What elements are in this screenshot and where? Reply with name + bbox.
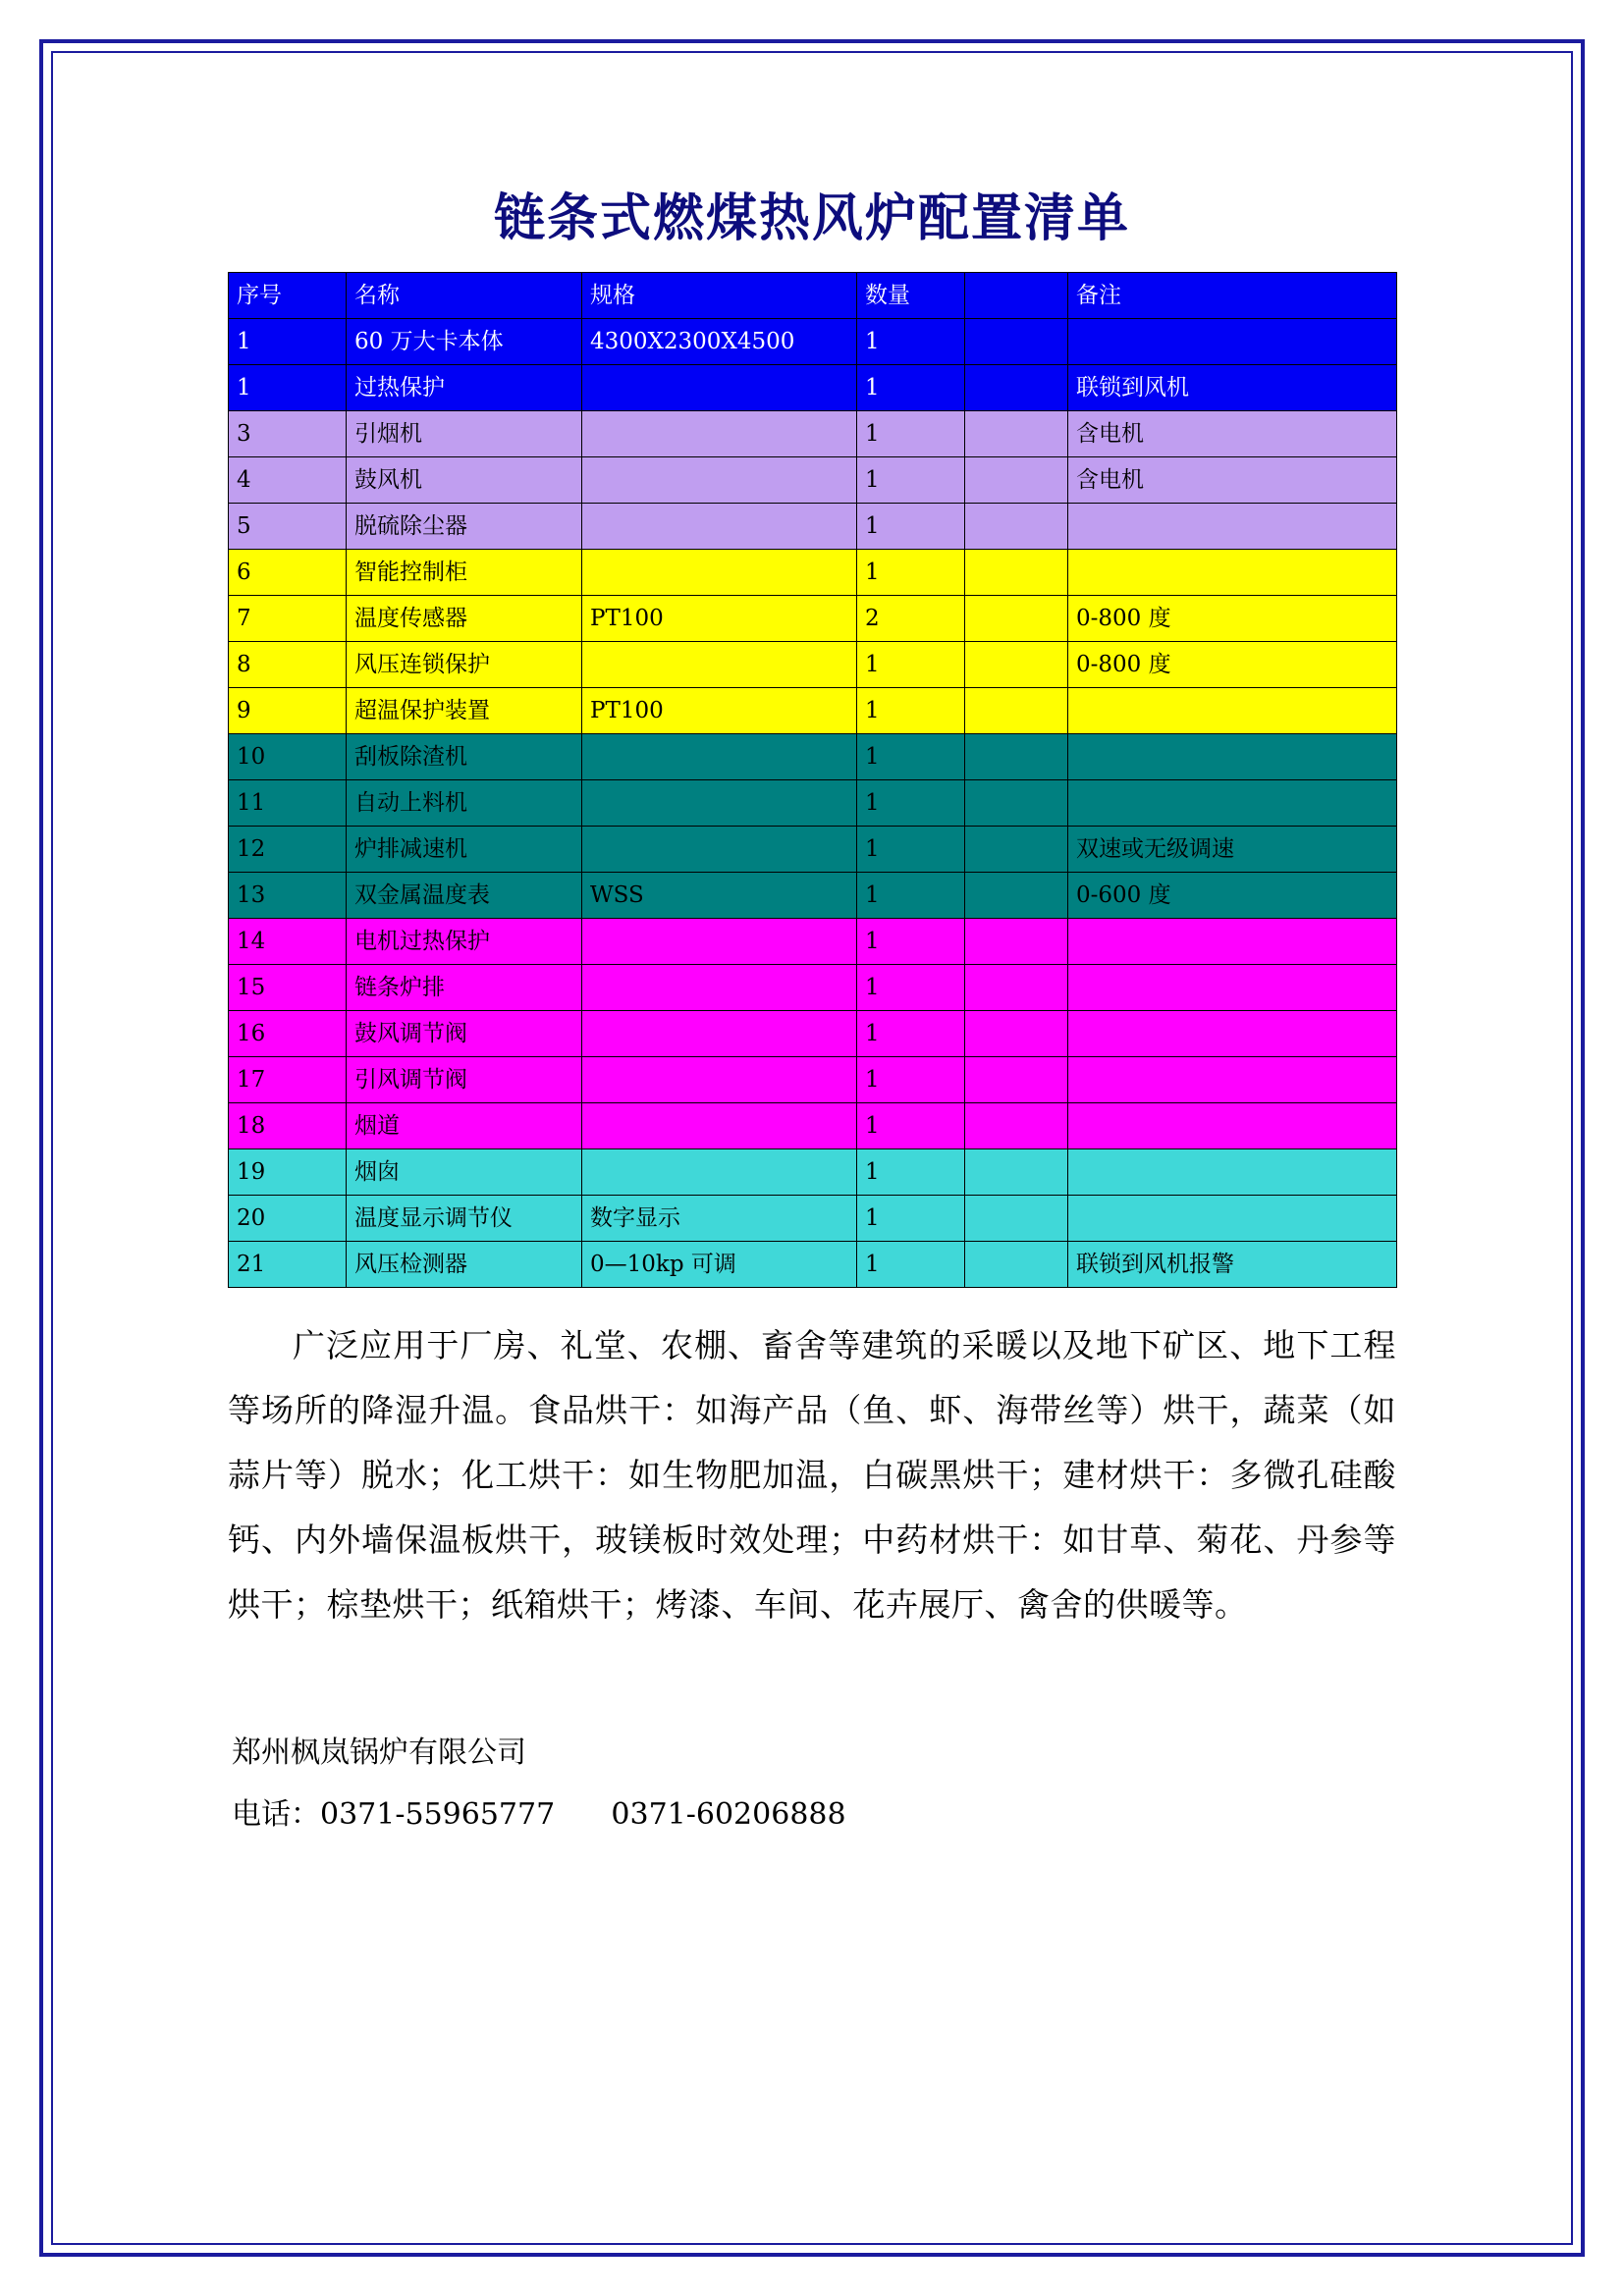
cell-11-2 <box>582 827 857 873</box>
cell-2-4 <box>965 411 1068 457</box>
cell-16-4 <box>965 1057 1068 1103</box>
cell-0-0: 1 <box>229 319 347 365</box>
cell-0-1: 60 万大卡本体 <box>347 319 582 365</box>
cell-7-4 <box>965 642 1068 688</box>
cell-9-4 <box>965 734 1068 780</box>
table-row <box>229 319 1397 365</box>
cell-4-3: 1 <box>857 504 965 550</box>
column-header-5: 备注 <box>1068 273 1397 319</box>
cell-10-3: 1 <box>857 780 965 827</box>
cell-7-2 <box>582 642 857 688</box>
cell-9-2 <box>582 734 857 780</box>
cell-13-5 <box>1068 919 1397 965</box>
cell-9-3: 1 <box>857 734 965 780</box>
table-row <box>229 1242 1397 1288</box>
cell-15-2 <box>582 1011 857 1057</box>
cell-11-1: 炉排减速机 <box>347 827 582 873</box>
cell-10-5 <box>1068 780 1397 827</box>
cell-19-4 <box>965 1196 1068 1242</box>
spec-table-container <box>228 272 1396 1288</box>
cell-14-5 <box>1068 965 1397 1011</box>
cell-13-3: 1 <box>857 919 965 965</box>
cell-5-3: 1 <box>857 550 965 596</box>
cell-0-5 <box>1068 319 1397 365</box>
cell-13-2 <box>582 919 857 965</box>
cell-10-4 <box>965 780 1068 827</box>
cell-10-0: 11 <box>229 780 347 827</box>
cell-14-4 <box>965 965 1068 1011</box>
cell-11-5: 双速或无级调速 <box>1068 827 1397 873</box>
table-row <box>229 780 1397 827</box>
cell-5-2 <box>582 550 857 596</box>
cell-8-2: PT100 <box>582 688 857 734</box>
phone-line: 电话：0371-55965777 0371-60206888 <box>232 1797 846 1832</box>
cell-9-0: 10 <box>229 734 347 780</box>
cell-6-0: 7 <box>229 596 347 642</box>
table-row <box>229 1057 1397 1103</box>
cell-15-3: 1 <box>857 1011 965 1057</box>
column-header-1: 名称 <box>347 273 582 319</box>
cell-14-2 <box>582 965 857 1011</box>
table-row <box>229 919 1397 965</box>
table-row <box>229 411 1397 457</box>
table-row <box>229 734 1397 780</box>
cell-13-4 <box>965 919 1068 965</box>
cell-4-0: 5 <box>229 504 347 550</box>
table-row <box>229 827 1397 873</box>
table-row <box>229 504 1397 550</box>
cell-19-2: 数字显示 <box>582 1196 857 1242</box>
cell-20-2: 0—10kp 可调 <box>582 1242 857 1288</box>
cell-12-1: 双金属温度表 <box>347 873 582 919</box>
cell-10-1: 自动上料机 <box>347 780 582 827</box>
cell-14-1: 链条炉排 <box>347 965 582 1011</box>
cell-5-0: 6 <box>229 550 347 596</box>
cell-1-5: 联锁到风机 <box>1068 365 1397 411</box>
cell-0-3: 1 <box>857 319 965 365</box>
cell-4-4 <box>965 504 1068 550</box>
cell-9-5 <box>1068 734 1397 780</box>
cell-12-0: 13 <box>229 873 347 919</box>
cell-17-1: 烟道 <box>347 1103 582 1149</box>
cell-5-1: 智能控制柜 <box>347 550 582 596</box>
table-row <box>229 873 1397 919</box>
cell-14-0: 15 <box>229 965 347 1011</box>
column-header-2: 规格 <box>582 273 857 319</box>
cell-19-0: 20 <box>229 1196 347 1242</box>
cell-19-3: 1 <box>857 1196 965 1242</box>
cell-15-0: 16 <box>229 1011 347 1057</box>
spec-table <box>228 272 1397 1288</box>
cell-9-1: 刮板除渣机 <box>347 734 582 780</box>
cell-8-1: 超温保护装置 <box>347 688 582 734</box>
cell-11-3: 1 <box>857 827 965 873</box>
cell-1-0: 1 <box>229 365 347 411</box>
cell-8-0: 9 <box>229 688 347 734</box>
table-row <box>229 1149 1397 1196</box>
cell-6-2: PT100 <box>582 596 857 642</box>
cell-2-1: 引烟机 <box>347 411 582 457</box>
cell-16-2 <box>582 1057 857 1103</box>
cell-1-2 <box>582 365 857 411</box>
cell-1-1: 过热保护 <box>347 365 582 411</box>
cell-6-4 <box>965 596 1068 642</box>
column-header-4 <box>965 273 1068 319</box>
page-title: 链条式燃煤热风炉配置清单 <box>493 188 1130 248</box>
cell-15-1: 鼓风调节阀 <box>347 1011 582 1057</box>
table-row <box>229 596 1397 642</box>
cell-5-5 <box>1068 550 1397 596</box>
cell-4-2 <box>582 504 857 550</box>
cell-0-2: 4300X2300X4500 <box>582 319 857 365</box>
table-row <box>229 1103 1397 1149</box>
cell-2-0: 3 <box>229 411 347 457</box>
cell-1-3: 1 <box>857 365 965 411</box>
cell-3-5: 含电机 <box>1068 457 1397 504</box>
cell-19-1: 温度显示调节仪 <box>347 1196 582 1242</box>
table-row <box>229 550 1397 596</box>
cell-4-5 <box>1068 504 1397 550</box>
cell-3-3: 1 <box>857 457 965 504</box>
cell-3-2 <box>582 457 857 504</box>
cell-14-3: 1 <box>857 965 965 1011</box>
cell-17-0: 18 <box>229 1103 347 1149</box>
cell-13-0: 14 <box>229 919 347 965</box>
cell-18-1: 烟囱 <box>347 1149 582 1196</box>
cell-16-0: 17 <box>229 1057 347 1103</box>
cell-7-0: 8 <box>229 642 347 688</box>
cell-2-3: 1 <box>857 411 965 457</box>
cell-6-1: 温度传感器 <box>347 596 582 642</box>
cell-11-0: 12 <box>229 827 347 873</box>
cell-20-3: 1 <box>857 1242 965 1288</box>
cell-15-5 <box>1068 1011 1397 1057</box>
cell-4-1: 脱硫除尘器 <box>347 504 582 550</box>
cell-7-3: 1 <box>857 642 965 688</box>
cell-3-1: 鼓风机 <box>347 457 582 504</box>
cell-13-1: 电机过热保护 <box>347 919 582 965</box>
cell-17-5 <box>1068 1103 1397 1149</box>
description-paragraph: 广泛应用于厂房、礼堂、农棚、畜舍等建筑的采暖以及地下矿区、地下工程等场所的降湿升温。食品烘干：如海产品（鱼、虾、海带丝等）烘干，蔬菜（如蒜片等）脱水；化工烘干：如生物肥加温，白碳黑烘干；建材烘干：多微孔硅酸钙、内外墙保温板烘干，玻镁板时效处理；中药材烘干：如甘草、菊花、丹参等烘干；棕垫烘干；纸箱烘干；烤漆、车间、花卉展厅、禽舍的供暖等。 <box>228 1326 1396 1624</box>
cell-2-2 <box>582 411 857 457</box>
cell-17-2 <box>582 1103 857 1149</box>
cell-6-5: 0-800 度 <box>1068 596 1397 642</box>
cell-1-4 <box>965 365 1068 411</box>
cell-12-5: 0-600 度 <box>1068 873 1397 919</box>
table-row <box>229 365 1397 411</box>
cell-18-3: 1 <box>857 1149 965 1196</box>
cell-8-5 <box>1068 688 1397 734</box>
table-header-row <box>229 273 1397 319</box>
cell-7-1: 风压连锁保护 <box>347 642 582 688</box>
cell-12-2: WSS <box>582 873 857 919</box>
table-row <box>229 1196 1397 1242</box>
company-name: 郑州枫岚锅炉有限公司 <box>232 1735 526 1770</box>
cell-16-1: 引风调节阀 <box>347 1057 582 1103</box>
table-row <box>229 457 1397 504</box>
column-header-3: 数量 <box>857 273 965 319</box>
cell-0-4 <box>965 319 1068 365</box>
cell-8-3: 1 <box>857 688 965 734</box>
column-header-0: 序号 <box>229 273 347 319</box>
cell-2-5: 含电机 <box>1068 411 1397 457</box>
cell-20-4 <box>965 1242 1068 1288</box>
table-row <box>229 1011 1397 1057</box>
cell-20-0: 21 <box>229 1242 347 1288</box>
cell-18-4 <box>965 1149 1068 1196</box>
cell-12-4 <box>965 873 1068 919</box>
cell-11-4 <box>965 827 1068 873</box>
cell-17-4 <box>965 1103 1068 1149</box>
footer-block <box>228 1722 1396 1845</box>
cell-3-4 <box>965 457 1068 504</box>
cell-16-3: 1 <box>857 1057 965 1103</box>
table-row <box>229 688 1397 734</box>
cell-5-4 <box>965 550 1068 596</box>
cell-16-5 <box>1068 1057 1397 1103</box>
cell-20-1: 风压检测器 <box>347 1242 582 1288</box>
cell-12-3: 1 <box>857 873 965 919</box>
cell-19-5 <box>1068 1196 1397 1242</box>
cell-18-0: 19 <box>229 1149 347 1196</box>
spec-table-body <box>229 273 1397 1288</box>
cell-10-2 <box>582 780 857 827</box>
table-row <box>229 642 1397 688</box>
cell-6-3: 2 <box>857 596 965 642</box>
cell-17-3: 1 <box>857 1103 965 1149</box>
table-row <box>229 965 1397 1011</box>
cell-20-5: 联锁到风机报警 <box>1068 1242 1397 1288</box>
cell-18-2 <box>582 1149 857 1196</box>
cell-7-5: 0-800 度 <box>1068 642 1397 688</box>
cell-15-4 <box>965 1011 1068 1057</box>
cell-3-0: 4 <box>229 457 347 504</box>
cell-8-4 <box>965 688 1068 734</box>
cell-18-5 <box>1068 1149 1397 1196</box>
